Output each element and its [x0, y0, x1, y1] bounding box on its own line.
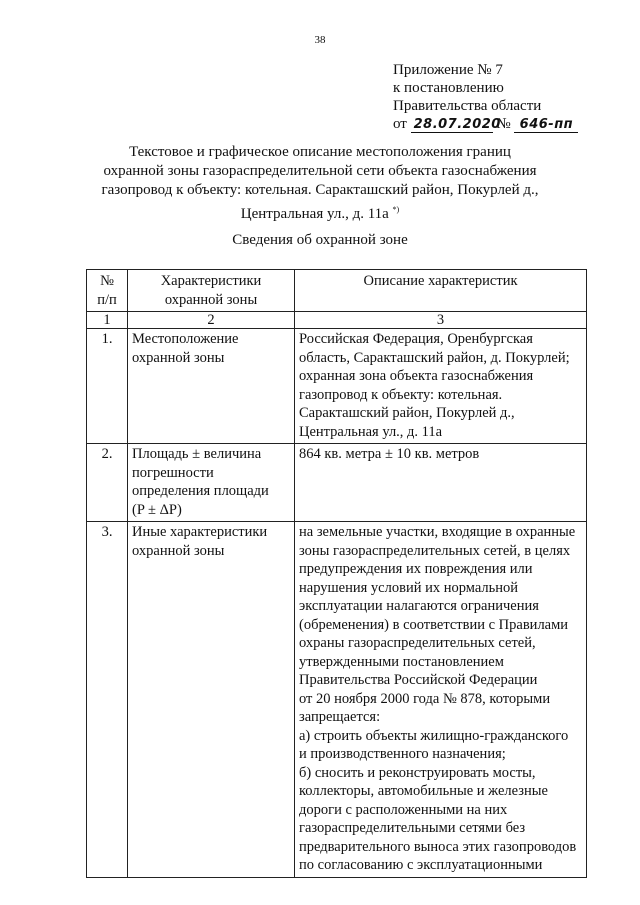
appendix-title: Приложение № 7 [393, 62, 503, 78]
row-characteristic [128, 522, 295, 878]
section-heading: Сведения об охранной зоне [232, 232, 408, 248]
cell-line: Местоположение [132, 331, 239, 347]
cell-line: (P ± ΔP) [132, 501, 182, 518]
cell-line: запрещается: [299, 709, 381, 725]
title-line: газопровод к объекту: котельная. Саракташский район, Покурлей д., [101, 182, 539, 198]
cell-line: от 20 ноября 2000 года № 878, которыми [299, 690, 551, 707]
cell-line: Российская Федерация, Оренбургская [299, 331, 533, 347]
title-line-last [100, 200, 540, 224]
row-characteristic [128, 329, 295, 444]
cell-line: зоны газораспределительных сетей, в целях [299, 542, 571, 559]
header-description [295, 270, 587, 312]
cell-line: (обременения) в соответствии с Правилами [299, 616, 569, 633]
row-characteristic [128, 444, 295, 522]
appendix-date-line [393, 115, 578, 133]
handwritten-date: 28.07.2020 [411, 118, 493, 133]
title-line: охранной зоны газораспределительной сети объекта газоснабжения [103, 163, 537, 179]
cell-line: Правительства Российской Федерации [299, 672, 538, 688]
cell-line: коллекторы, автомобильные и железные [299, 783, 548, 799]
title-address: Центральная ул., д. 11а [240, 206, 389, 222]
cell-line: Площадь ± величина [132, 446, 262, 462]
cell-line: по согласованию с эксплуатационными [299, 857, 543, 873]
cell-line: газораспределительными сетями без [299, 820, 526, 836]
handwritten-number: 646-пп [514, 118, 578, 133]
cell-line: Саракташский район, Покурлей д., [299, 405, 515, 421]
cell-line: нарушения условий их нормальной [299, 579, 519, 596]
cell-line: утвержденными постановлением [299, 653, 504, 670]
appendix-line-government: Правительства области [393, 98, 542, 114]
appendix-block [393, 61, 578, 133]
cell-line: дороги с расположенными на них [299, 801, 508, 818]
cell-line: газопровод к объекту: котельная. [299, 386, 503, 403]
cell-line: 864 кв. метра ± 10 кв. метров [299, 446, 480, 462]
row-number: 3. [87, 522, 128, 878]
title-line: Текстовое и графическое описание местоположения границ [129, 144, 511, 160]
protection-zone-table [86, 269, 587, 878]
row-description [295, 444, 587, 522]
table-index-row [87, 312, 587, 329]
appendix-line-resolution: к постановлению [393, 80, 504, 96]
number-prefix: № [496, 116, 511, 132]
row-description [295, 329, 587, 444]
header-characteristics [128, 270, 295, 312]
cell-line: погрешности [132, 464, 214, 481]
header-text: охранной зоны [164, 291, 258, 308]
table-row [87, 522, 587, 878]
cell-line: охранной зоны [132, 542, 225, 559]
cell-line: на земельные участки, входящие в охранные [299, 524, 576, 540]
header-text: № [100, 273, 114, 289]
index-cell: 1 [87, 312, 128, 329]
cell-line: предварительного выноса этих газопроводов [299, 838, 577, 855]
index-cell: 3 [295, 312, 587, 329]
cell-line: а) строить объекты жилищно-гражданского [299, 727, 569, 744]
cell-line: эксплуатации налагаются ограничения [299, 598, 539, 614]
cell-line: охранная зона объекта газоснабжения [299, 368, 534, 384]
index-cell: 2 [128, 312, 295, 329]
table-header-row [87, 270, 587, 312]
document-title [100, 143, 540, 224]
header-text: Описание характеристик [363, 273, 518, 289]
cell-line: и производственного назначения; [299, 746, 506, 762]
row-number: 2. [87, 444, 128, 522]
page-number: 38 [314, 34, 326, 46]
header-number [87, 270, 128, 312]
row-number: 1. [87, 329, 128, 444]
table-row [87, 329, 587, 444]
cell-line: охраны газораспределительных сетей, [299, 635, 536, 651]
table-row [87, 444, 587, 522]
footnote-mark: *) [392, 205, 400, 214]
cell-line: охранной зоны [132, 349, 225, 366]
cell-line: определения площади [132, 483, 269, 499]
date-prefix: от [393, 116, 407, 132]
row-description [295, 522, 587, 878]
header-text: п/п [97, 291, 117, 308]
cell-line: предупреждения их повреждения или [299, 561, 533, 577]
cell-line: Иные характеристики [132, 524, 268, 540]
cell-line: б) сносить и реконструировать мосты, [299, 764, 536, 781]
header-text: Характеристики [160, 273, 262, 289]
cell-line: область, Саракташский район, д. Покурлей; [299, 349, 570, 366]
cell-line: Центральная ул., д. 11а [299, 423, 443, 440]
